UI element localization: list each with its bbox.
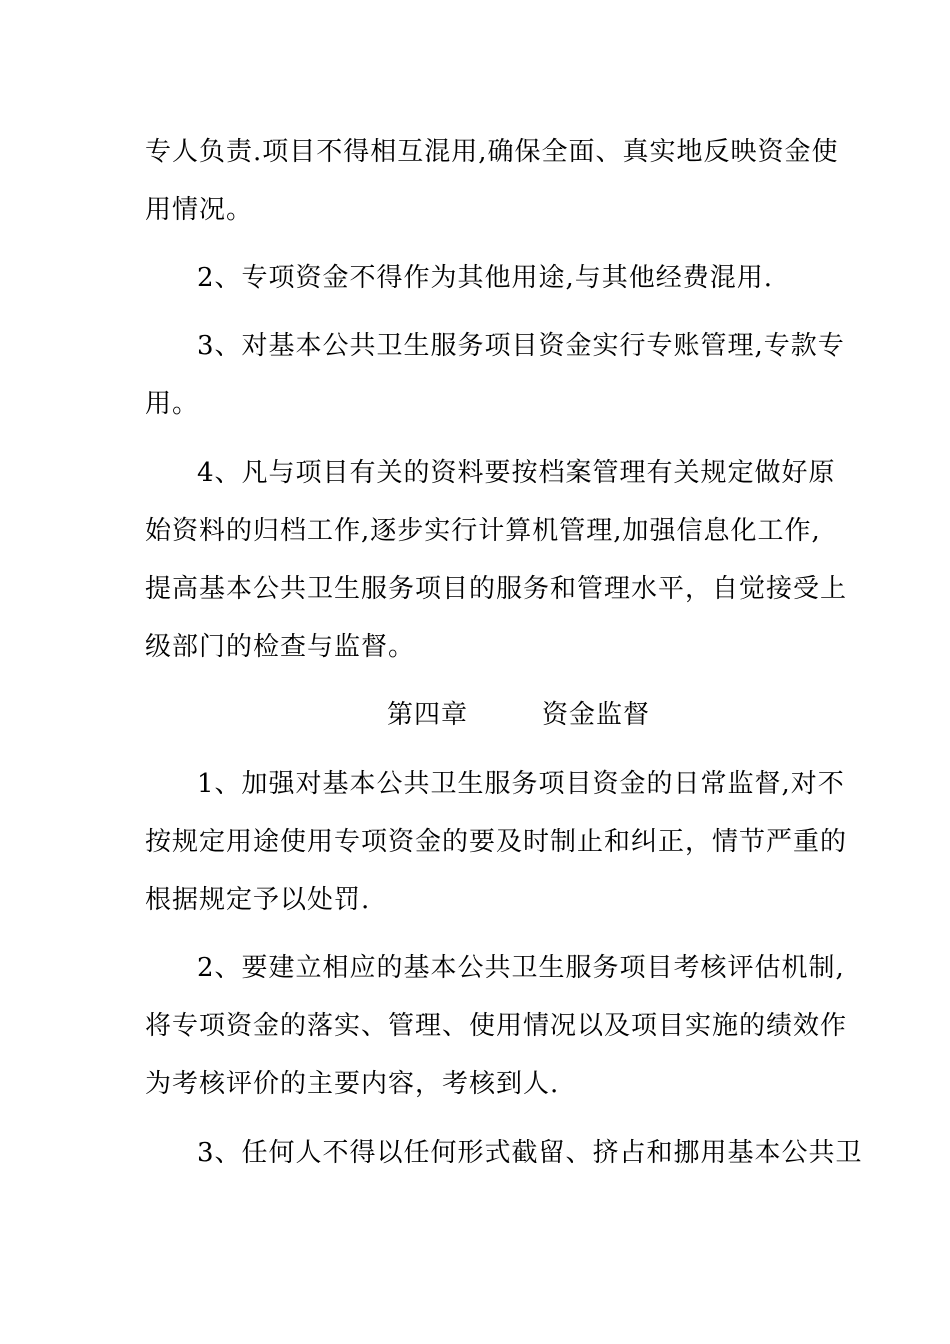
- paragraph-line: 按规定用途使用专项资金的要及时制止和纠正，情节严重的: [145, 827, 848, 857]
- paragraph-line: 1、加强对基本公共卫生服务项目资金的日常监督,对不: [197, 769, 845, 799]
- chapter-title: 资金监督: [542, 700, 651, 730]
- paragraph-line: 用情况。: [145, 195, 254, 225]
- paragraph-line: 用。: [145, 389, 200, 419]
- paragraph-line: 根据规定予以处罚.: [145, 885, 371, 915]
- paragraph-line: 始资料的归档工作,逐步实行计算机管理,加强信息化工作,: [145, 516, 821, 546]
- paragraph-line: 3、对基本公共卫生服务项目资金实行专账管理,专款专: [197, 331, 845, 361]
- paragraph-line: 级部门的检查与监督。: [145, 632, 416, 662]
- paragraph-line: 提高基本公共卫生服务项目的服务和管理水平，自觉接受上: [145, 574, 848, 604]
- paragraph-line: 专人负责.项目不得相互混用,确保全面、真实地反映资金使: [145, 137, 839, 167]
- chapter-number: 第四章: [387, 700, 469, 730]
- paragraph-line: 2、专项资金不得作为其他用途,与其他经费混用.: [197, 263, 774, 293]
- paragraph-line: 4、凡与项目有关的资料要按档案管理有关规定做好原: [197, 458, 836, 488]
- paragraph-line: 3、任何人不得以任何形式截留、挤占和挪用基本公共卫: [197, 1138, 863, 1168]
- paragraph-line: 2、要建立相应的基本公共卫生服务项目考核评估机制,: [197, 953, 845, 983]
- paragraph-line: 将专项资金的落实、管理、使用情况以及项目实施的绩效作: [145, 1011, 848, 1041]
- chapter-heading: [387, 699, 650, 731]
- paragraph-line: 为考核评价的主要内容，考核到人.: [145, 1069, 560, 1099]
